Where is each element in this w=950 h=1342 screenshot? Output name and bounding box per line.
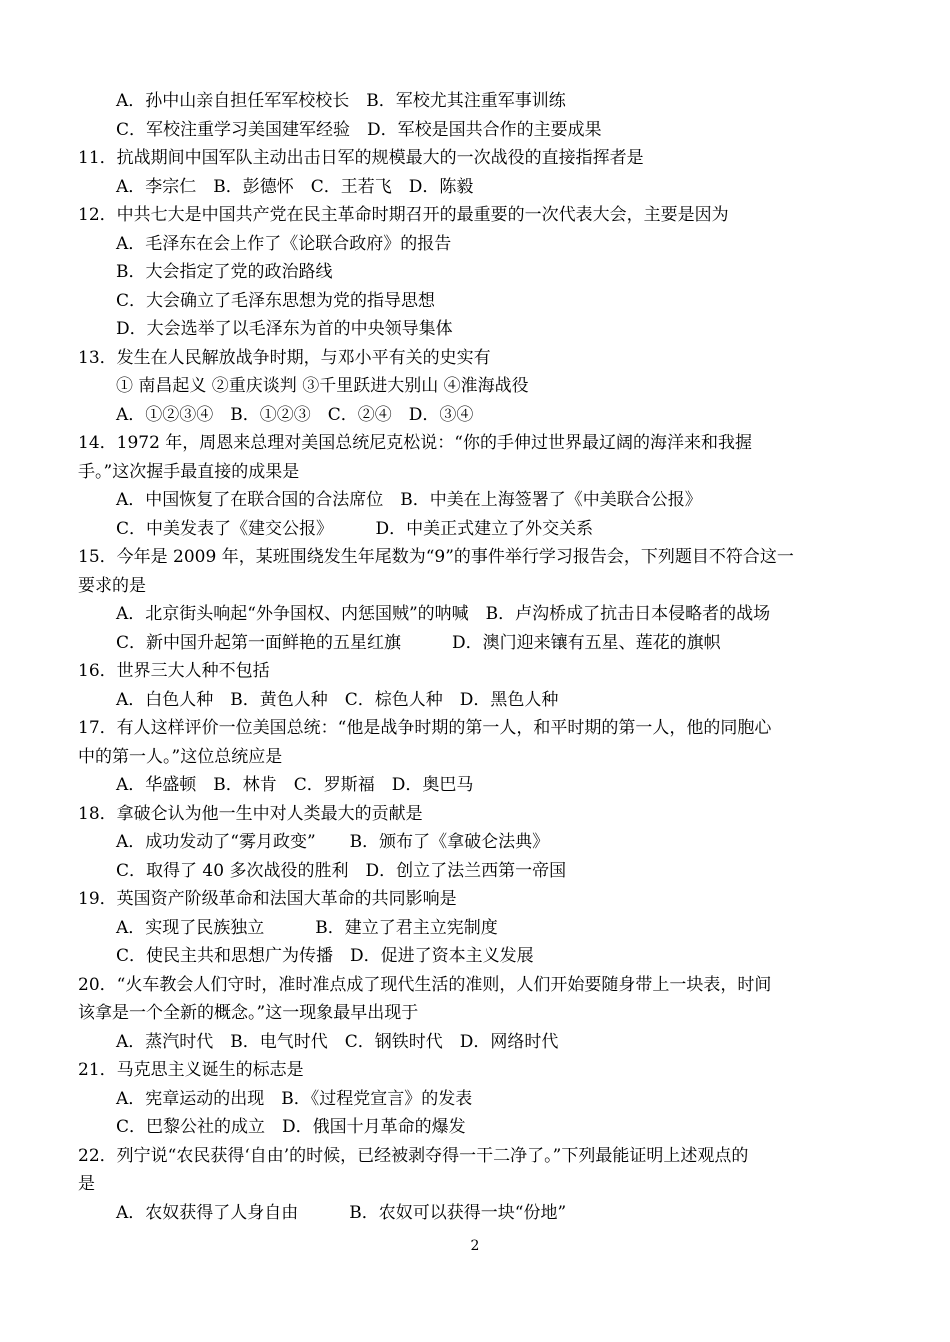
option-line: A．农奴获得了人身自由 B．农奴可以获得一块“份地” (116, 1203, 567, 1223)
option-line: A．宪章运动的出现 B．《过程党宣言》的发表 (116, 1089, 473, 1109)
option-line: C．中美发表了《建交公报》 D．中美正式建立了外交关系 (116, 519, 594, 539)
question-14: 14．1972 年，周恩来总理对美国总统尼克松说：“你的手伸过世界最辽阔的海洋来和我握 (78, 433, 752, 453)
option-line: D．大会选举了以毛泽东为首的中央领导集体 (116, 319, 453, 339)
page-number: 2 (470, 1238, 480, 1254)
option-line: A．毛泽东在会上作了《论联合政府》的报告 (116, 234, 452, 254)
question-18: 18．拿破仑认为他一生中对人类最大的贡献是 (78, 804, 423, 824)
option-line: A．成功发动了“雾月政变” B．颁布了《拿破仑法典》 (116, 832, 550, 852)
question-22: 22．列宁说“农民获得‘自由’的时候，已经被剥夺得一干二净了。”下列最能证明上述观点的 (78, 1146, 749, 1166)
option-line: A．实现了民族独立 B．建立了君主立宪制度 (116, 918, 498, 938)
question-16: 16．世界三大人种不包括 (78, 661, 270, 681)
question-21: 21．马克思主义诞生的标志是 (78, 1060, 304, 1080)
option-line: A．中国恢复了在联合国的合法席位 B．中美在上海签署了《中美联合公报》 (116, 490, 702, 510)
question-14-continued: 手。”这次握手最直接的成果是 (78, 462, 300, 482)
option-line: C．取得了 40 多次战役的胜利 D．创立了法兰西第一帝国 (116, 861, 567, 881)
question-17-continued: 中的第一人。”这位总统应是 (78, 747, 283, 767)
option-line: A．①②③④ B．①②③ C．②④ D．③④ (116, 405, 474, 425)
question-17: 17．有人这样评价一位美国总统：“他是战争时期的第一人，和平时期的第一人，他的同胞心 (78, 718, 772, 738)
option-line: C．新中国升起第一面鲜艳的五星红旗 D．澳门迎来镶有五星、莲花的旗帜 (116, 633, 721, 653)
question-11: 11．抗战期间中国军队主动出击日军的规模最大的一次战役的直接指挥者是 (78, 148, 644, 168)
question-19: 19．英国资产阶级革命和法国大革命的共同影响是 (78, 889, 457, 909)
question-13: 13．发生在人民解放战争时期，与邓小平有关的史实有 (78, 348, 491, 368)
option-line: A．白色人种 B．黄色人种 C．棕色人种 D．黑色人种 (116, 690, 559, 710)
option-line: C．大会确立了毛泽东思想为党的指导思想 (116, 291, 436, 311)
question-15-continued: 要求的是 (78, 576, 146, 596)
option-line: A．华盛顿 B．林肯 C．罗斯福 D．奥巴马 (116, 775, 474, 795)
option-line: A．李宗仁 B．彭德怀 C．王若飞 D．陈毅 (116, 177, 474, 197)
option-line: C．使民主共和思想广为传播 D．促进了资本主义发展 (116, 946, 534, 966)
question-12: 12．中共七大是中国共产党在民主革命时期召开的最重要的一次代表大会，主要是因为 (78, 205, 729, 225)
option-line: A．孙中山亲自担任军军校校长 B．军校尤其注重军事训练 (116, 91, 566, 111)
option-line: A．蒸汽时代 B．电气时代 C．钢铁时代 D．网络时代 (116, 1032, 559, 1052)
question-22-continued: 是 (78, 1174, 95, 1194)
question-15: 15．今年是 2009 年，某班围绕发生年尾数为“9”的事件举行学习报告会，下列题目不符合这一 (78, 547, 794, 567)
question-20-continued: 该拿是一个全新的概念。”这一现象最早出现于 (78, 1003, 419, 1023)
option-line: B．大会指定了党的政治路线 (116, 262, 333, 282)
option-line: C．军校注重学习美国建军经验 D．军校是国共合作的主要成果 (116, 120, 602, 140)
option-line: A．北京街头响起“外争国权、内惩国贼”的呐喊 B．卢沟桥成了抗击日本侵略者的战场 (116, 604, 771, 624)
event-list: ① 南昌起义 ②重庆谈判 ③千里跃进大别山 ④淮海战役 (116, 376, 529, 396)
question-20: 20．“火车教会人们守时，准时准点成了现代生活的准则，人们开始要随身带上一块表，时间 (78, 975, 772, 995)
option-line: C．巴黎公社的成立 D．俄国十月革命的爆发 (116, 1117, 466, 1137)
